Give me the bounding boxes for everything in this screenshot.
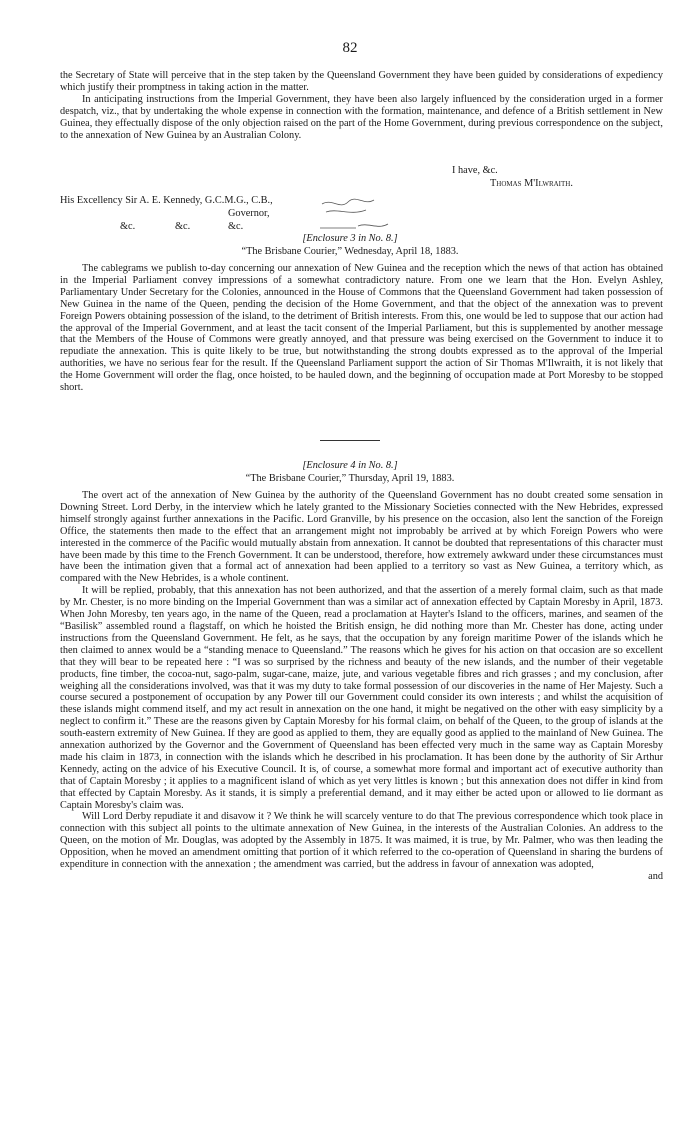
addressee-etc-2: &c. xyxy=(175,221,191,232)
enclosure4-heading: [Enclosure 4 in No. 8.] xyxy=(302,460,398,471)
catchword: and xyxy=(648,871,663,882)
page-number: 82 xyxy=(342,40,358,56)
addressee-line2: Governor, xyxy=(228,208,270,219)
section-divider xyxy=(320,440,380,441)
enclosure4-body xyxy=(60,490,663,883)
enclosure3-paragraph: The cablegrams we publish to-day concerning our annexation of New Guinea and the reception which the news of that action has obtained in the Imperial Parliament convey impressions of a somewhat contradictory nature. From one we learn that the Hon. Evelyn Ashley, Parliamentary Under Secretary for the Colonies, announced in the House of Commons that the Queensland Government had taken possession of New Guinea in the name of the Queen, pending the decision of the Home Government, and that the object of the annexation was to prevent Foreign Powers obtaining possession of the island, to the detriment of British interests. From this, one would be led to suppose that our action had the approval of the Imperial Government, and at least the tacit consent of the Imperial Parliament, but this is supplemented by another message that the Members of the House of Commons were greatly annoyed, and that pressure was being exercised on the Government to induce it to repudiate the annexation. This is quite likely to be true, but notwithstanding the strong doubts expressed as to the approval of the Imperial authorities, we have no serious fear for the result. If the Queensland Parliament support the action of Sir Thomas M'Ilwraith, it is not likely that the Home Government will order the flag, once hoisted, to be hauled down, and the beginning of occupation made at Port Moresby to be stopped short. xyxy=(60,263,663,394)
enclosure3-newspaper: “The Brisbane Courier,” Wednesday, April 18, 1883. xyxy=(241,246,459,257)
enclosure4-newspaper: “The Brisbane Courier,” Thursday, April 19, 1883. xyxy=(245,473,455,484)
enclosure4-paragraph-2: It will be replied, probably, that this annexation has not been authorized, and that the assertion of a merely formal claim, such as that made by Mr. Chester, is no more binding on the Imperial Government than was a similar act of annexation effected by Captain Moresby in April, 1873. When John Moresby, ten years ago, in the name of the Queen, read a proclamation at Hayter's Island to the officers, marines, and seamen of the “Basilisk” assembled round a flagstaff, on which he hoisted the British ensign, he did nothing more than Mr. Chester has done, acting under instructions from the Queensland Government. He felt, as he says, that the occupation by any foreign maritime Power of the islands which he then claimed to annex would be a “standing menace to Queensland.” The reasons which he gives for his action on that occasion are so excellent that they will bear to be repeated here : “I was so surprised by the richness and beauty of the new islands, and the number of their vegetable products, fine timber, the cocoa-nut, sago-palm, sugar-cane, maize, jute, and various vegetable fibres and rich grasses ; and my conclusion, after weighing all the considerations involved, was that it was my duty to take formal possession of our discoveries in the name of Her Majesty. Such a course secured a postponement of occupation by any Power till our Government could consider its own interests ; and whilst the acquisition of these islands might commend itself, and my act result in annexation on the one hand, it might be negatived on the other with easy simplicity by a neglect to confirm it.” These are the reasons given by Captain Moresby for his formal claim, on behalf of the Queen, to the group of islands at the south-eastern extremity of New Guinea. If they are good as applied to them, they are equally good as applied to the mainland of New Guinea. The annexation authorized by the Governor and the Government of Queensland has been effected very much in the same way as Captain Moresby made his claim in 1873, in connection with the islands which he described in his proclamation. It has been done by the authority of Sir Arthur Kennedy, acting on the advice of his Executive Council. It is, of course, a somewhat more formal and important act of executive authority than that of Captain Moresby ; it applies to a magnificent island of which as yet very littles is known ; but this annexation does not differ in kind from that effected by Captain Moresby. As it stands, it is simply a preferential demand, and it may either be acted upon or allowed to lie dormant as Captain Moresby's claim was. xyxy=(60,585,663,811)
enclosure4-paragraph-3: Will Lord Derby repudiate it and disavow it ? We think he will scarcely venture to do that The previous correspondence which took place in connection with this subject all points to the ultimate annexation of New Guinea, in the interests of the Australian Colonies. An address to the Queen, on the motion of Mr. Douglas, was adopted by the Assembly in 1875. It was maimed, it is true, by Mr. Palmer, who was then leading the Opposition, when he moved an amendment omitting that portion of it which referred to the co-operation of Queensland in sharing the burdens of expenditure in connection with the annexation ; the amendment was carried, but the address in favour of annexation was adopted, xyxy=(60,811,663,871)
enclosure4-paragraph-1: The overt act of the annexation of New Guinea by the authority of the Queensland Government has no doubt created some sensation in Downing Street. Lord Derby, in the interview which he lately granted to the Missionary Societies connected with the New Hebrides, expressed himself strongly against further annexations in the Pacific. Lord Granville, by his presence on the occasion, also lent the sanction of the Foreign Office, the statements then made to the effect that an arrangement might not improbably be arrived at by which Foreign Powers who were interested in the commerce of the Pacific would mutually abstain from annexation. It cannot be doubted that representations of this character must have been made by this time to the French Government. It can be understood, therefore, how extremely awkward under these circumstances must have been the intimation given that a formal act of annexation had been applied to a territory so vast as New Guinea, a territory which, as compared with the New Hebrides, is a whole continent. xyxy=(60,490,663,585)
letter-signature: Thomas M'Ilwraith. xyxy=(490,178,573,189)
addressee-line1: His Excellency Sir A. E. Kennedy, G.C.M.G., C.B., xyxy=(60,195,273,206)
letter-closing: I have, &c. xyxy=(452,165,498,176)
letter-continuation: the Secretary of State will perceive that in the step taken by the Queensland Government they have been guided by considerations of expediency which justify their promptness in taking action in the matter. xyxy=(60,70,663,93)
addressee-etc-1: &c. xyxy=(120,221,136,232)
handwritten-annotation-icon xyxy=(318,196,398,236)
letter-paragraph: In anticipating instructions from the Imperial Government, they have been also largely influenced by the consideration urged in a former despatch, viz., that by undertaking the whole expense in connection with the formation, maintenance, and defence of a British settlement in New Guinea, they effectually dispose of the only objection raised on the part of the Home Government, during previous correspondence on the subject, to the annexation of New Guinea by an Australian Colony. xyxy=(60,93,663,141)
enclosure3-body xyxy=(60,263,663,394)
letter-body xyxy=(60,70,663,141)
enclosure3-heading: [Enclosure 3 in No. 8.] xyxy=(302,233,398,244)
addressee-etc-3: &c. xyxy=(228,221,244,232)
